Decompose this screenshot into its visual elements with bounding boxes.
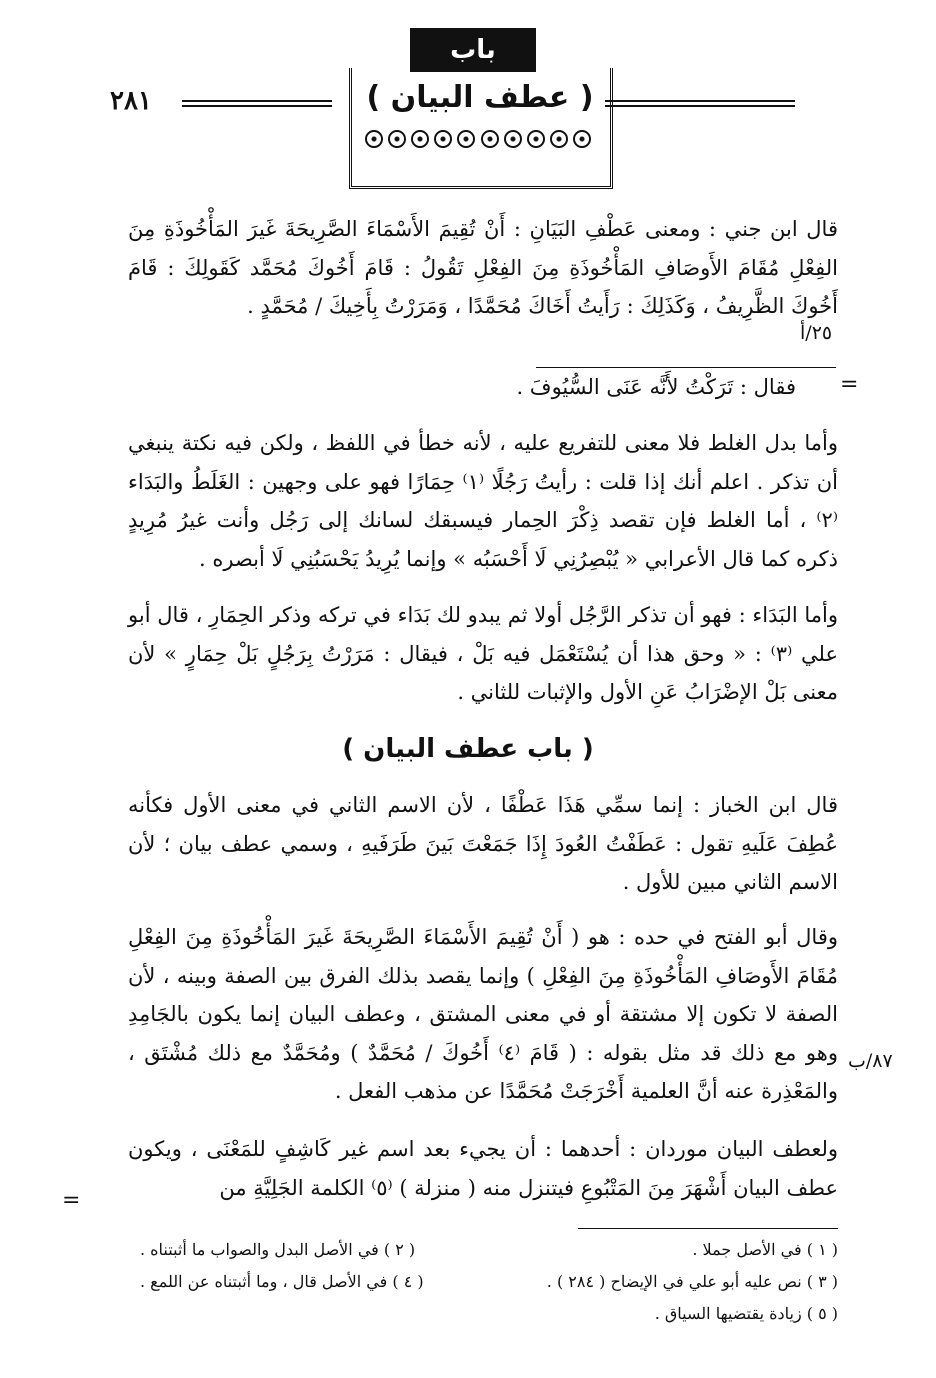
section-title: ( باب عطف البيان ) (342, 734, 594, 764)
chapter-tab: باب (410, 28, 536, 72)
paragraph-5: قال ابن الخباز : إنما سمِّي هَذَا عَطْفًا ، لأن الاسم الثاني في معنى الأول فكأنه عُطِفَ عَلَيهِ تقول : عَطَفْتُ العُودَ إِذَا جَمَعْتَ بَينَ طَرَفَيهِ ، وسمي عطف بيان ؛ لأن الاسم الثاني مبين للأول . (128, 793, 838, 894)
continuation-mark: = (840, 372, 859, 397)
paragraph-7: ولعطف البيان موردان : أحدهما : أن يجيء بعد اسم غير كَاشِفٍ للمَعْنَى ، ويكون عطف البيان أَشْهَرَ مِنَ المَتْبُوعِ فيتنزل منه ( منزلة ) ⁽٥⁾ الكلمة الجَلِيَّةِ من (128, 1137, 838, 1200)
footnote-separator (578, 1228, 838, 1229)
footnote-1: ( ١ ) في الأصل جملا . (692, 1240, 838, 1259)
paragraph-2: فقال : تَرَكْتُ لأَنَّه عَنَى السُّيُوفَ . (516, 375, 796, 399)
paragraph-4: وأما البَدَاء : فهو أن تذكر الرَّجُل أولا ثم يبدو لك بَدَاء في تركه وذكر الحِمَارِ ، قال أبو علي ⁽٣⁾ : « وحق هذا أن يُسْتَعْمَل فيه بَلْ ، فيقال : مَرَرْتُ بِرَجُلٍ بَلْ حِمَارٍ » لأن معنى بَلْ الإضْرَابُ عَنِ الأول والإثبات للثاني . (128, 603, 838, 704)
ornament-border (365, 130, 591, 154)
page-number: ٢٨١ (110, 86, 152, 116)
paragraph-6: وقال أبو الفتح في حده : هو ( أَنْ تُقِيمَ الأَسْمَاءَ الصَّرِيحَةَ غَيرَ المَأْخُوذَةِ مِنَ الفِعْلِ مُقَامَ الأَوصَافِ المَأْخُوذَةِ مِنَ الفِعْلِ ) وإنما يقصد بذلك الفرق بين الصفة وبينه ، لأن الصفة لا تكون إلا مشتقة أو في معنى المشتق ، وعطف البيان إنما يكون بالجَامِدِ وهو مع ذلك قد مثل بقوله : ( قَامَ ⁽٤⁾ أَخُوكَ / مُحَمَّدٌ ) ومُحَمَّدٌ مع ذلك مُشْتَق ، والمَعْذِرة عنه أنَّ العلمية أَخْرَجَتْ مُحَمَّدًا عن مذهب الفعل . (128, 925, 838, 1103)
continuation-mark-bottom: = (62, 1188, 81, 1213)
footnote-2: ( ٢ ) في الأصل البدل والصواب ما أثبتناه . (140, 1240, 416, 1259)
margin-note-87b: ٨٧/ب (848, 1050, 893, 1072)
footnote-4: ( ٤ ) في الأصل قال ، وما أثبتناه عن اللمع . (140, 1272, 424, 1291)
margin-note-25a: ٢٥/أ (800, 322, 833, 344)
header-rule-right (605, 100, 795, 107)
chapter-title: ( عطف البيان ) (366, 80, 594, 115)
footnote-5: ( ٥ ) زيادة يقتضيها السياق . (654, 1304, 838, 1323)
footnote-3: ( ٣ ) نص عليه أبو علي في الإيضاح ( ٢٨٤ ) . (546, 1272, 838, 1291)
header-rule-left (182, 100, 332, 107)
paragraph-1: قال ابن جني : ومعنى عَطْفِ البَيَانِ : أَنْ تُقِيمَ الأَسْمَاءَ الصَّرِيحَةَ غَيرَ المَأْخُوذَةِ مِنَ الفِعْلِ مُقَامَ الأَوصَافِ المَأْخُوذَةِ مِنَ الفِعْلِ تَقُولُ : قَامَ أَخُوكَ مُحَمَّد كَقَولِكَ : قَامَ أَخُوكَ الظَّرِيفُ ، وَكَذَلِكَ : رَأَيتُ أَخَاكَ مُحَمَّدًا ، وَمَرَرْتُ بِأَخِيكَ / مُحَمَّدٍ . (128, 217, 838, 318)
paragraph-3: وأما بدل الغلط فلا معنى للتفريع عليه ، لأنه خطأ في اللفظ ، ولكن فيه نكتة ينبغي أن تذكر . اعلم أنك إذا قلت : رأيتُ رَجُلًا ⁽١⁾ حِمَارًا فهو على وجهين : الغَلَطُ والبَدَاء ⁽٢⁾ ، أما الغلط فإن تقصد ذِكْرَ الحِمار فيسبقك لسانك إلى رَجُل وأنت غيرُ مُرِيدٍ ذكره كما قال الأعرابي « يُبْصِرُنِي لَا أَحْسَبُه » وإنما يُرِيدُ يَحْسَبُنِي لَا أبصره . (128, 431, 839, 571)
